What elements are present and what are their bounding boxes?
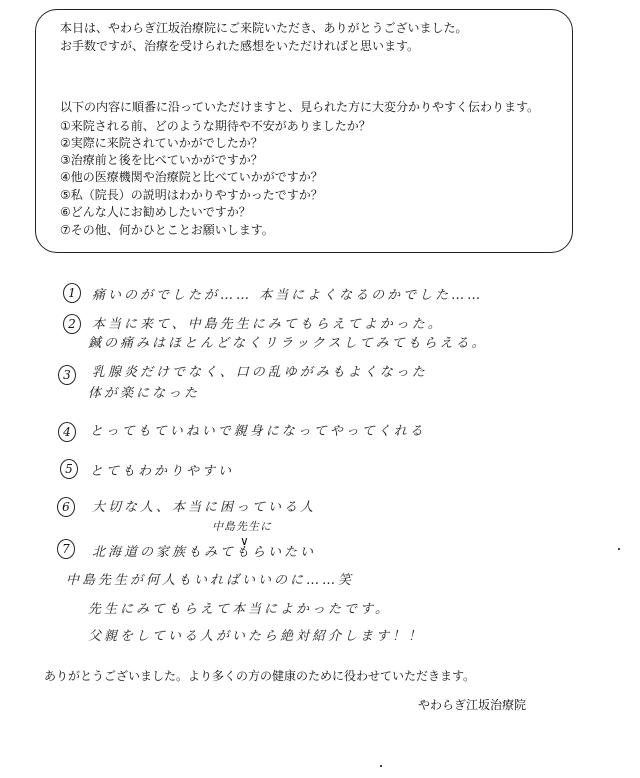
scan-speck — [380, 765, 382, 767]
question-4: ④他の医療機関や治療院と比べていかがですか？ — [60, 170, 323, 184]
intro-line-1: 本日は、やわらぎ江坂治療院にご来院いただき、ありがとうございました。 — [60, 21, 468, 35]
answer-number-6: 6 — [57, 497, 75, 517]
answer-5: とてもわかりやすい — [90, 464, 235, 479]
answer-number-2: 2 — [63, 314, 81, 334]
thanks-text: ありがとうございました。より多くの方の健康のために役わせていただきます。 — [44, 669, 476, 683]
answer-7-line-4: 父親をしている人がいたら絶対紹介します！！ — [88, 629, 425, 644]
question-3: ③治療前と後を比べていかがですか？ — [60, 153, 263, 167]
answer-1: 痛いのがでしたが…… 本当によくなるのかでした…… — [92, 288, 484, 303]
answer-number-4: 4 — [58, 422, 76, 442]
answer-6: 大切な人、本当に困っている人 — [92, 500, 317, 515]
answer-number-5: 5 — [60, 459, 78, 479]
answer-3-line-2: 体が楽になった — [88, 386, 201, 401]
intro-line-2: お手数ですが、治療を受けられた感想をいただければと思います。 — [60, 39, 420, 53]
lead-text: 以下の内容に順番に沿っていただけますと、見られた方に大変分かりやすく伝わります。 — [60, 100, 540, 114]
question-5: ⑤私（院長）の説明はわかりやすかったですか？ — [60, 188, 323, 202]
answer-7-line-1: 北海道の家族もみてもらいたい — [92, 545, 317, 560]
answer-3-line-1: 乳腺炎だけでなく、口の乱ゆがみもよくなった — [92, 365, 428, 380]
scan-speck — [618, 548, 620, 550]
answer-4: とってもていねいで親身になってやってくれる — [90, 424, 426, 439]
question-2: ②実際に来院されていかがでしたか？ — [60, 136, 263, 150]
answer-7-line-2: 中島先生が何人もいればいいのに……笑 — [66, 573, 355, 588]
answer-7-insert: 中島先生に — [212, 520, 272, 533]
answer-number-3: 3 — [58, 365, 76, 385]
answer-2-line-2: 鍼の痛みはほとんどなくリラックスしてみてもらえる。 — [88, 336, 488, 351]
question-7: ⑦その他、何かひとことお願いします。 — [60, 223, 274, 237]
answer-2-line-1: 本当に来て、中島先生にみてもらえてよかった。 — [92, 317, 444, 332]
question-6: ⑥どんな人にお勧めしたいですか？ — [60, 205, 251, 219]
question-1: ①来院される前、どのような期待や不安がありましたか？ — [60, 119, 371, 133]
answer-number-7: 7 — [57, 539, 75, 559]
answer-number-1: 1 — [63, 283, 81, 303]
insert-caret: ∨ — [240, 534, 249, 548]
clinic-signature: やわらぎ江坂治療院 — [418, 698, 527, 712]
answer-7-line-3: 先生にみてもらえて本当によかったです。 — [88, 602, 391, 617]
